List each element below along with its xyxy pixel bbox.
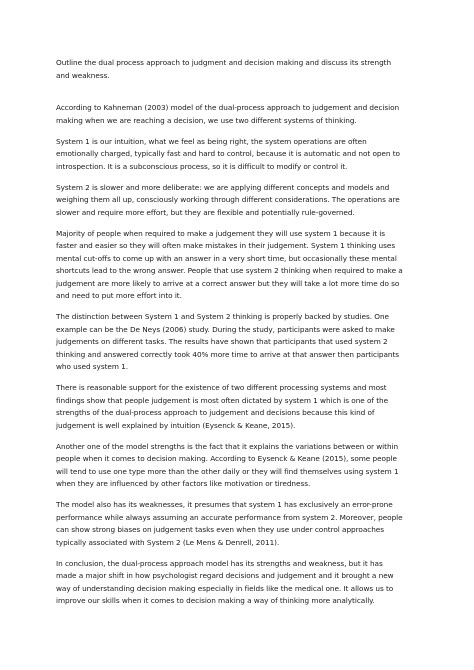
- paragraph-support: There is reasonable support for the existence of two different processing systems and most findings show that people judgement is most often dictated by system 1 which is one of the strengths of the dual-process approach to judgement and decisions because this kind of judgement is well explained by intuition (Eysenck & Keane, 2015).: [56, 383, 389, 430]
- document-title: Outline the dual process approach to judgment and decision making and discuss its strength and weakness.: [56, 58, 392, 80]
- paragraph-system-1: System 1 is our intuition, what we feel as being right, the system operations are often emotionally charged, typically fast and hard to control, because it is automatic and not open to introspection. It is a subconscious process, so it is difficult to modify or control it.: [56, 136, 400, 171]
- paragraph-majority: Majority of people when required to make a judgement they will use system 1 because it is faster and easier so they will often make mistakes in their judgement. System 1 thinking uses mental cut-offs to come up with an answer in a very short time, but occasionally these mental shortcuts lead to the wrong answer. People that use system 2 thinking when required to make a judgement are more likely to arrive at a correct answer but they will take a lot more time do so and need to put more effort into it.: [56, 228, 403, 300]
- paragraph-system-2: System 2 is slower and more deliberate: we are applying different concepts and models and weighing them all up, consciously working through different considerations. The operations are slower and require more effort, but they are flexible and potentially rule-governed.: [56, 182, 400, 217]
- paragraph-weaknesses: The model also has its weaknesses, it presumes that system 1 has exclusively an error-prone performance while always assuming an accurate performance from system 2. Moreover, people can show strong biases on judgement tasks even when they use under control approaches typically associated with System 2 (Le Mens & Denrell, 2011).: [56, 500, 403, 547]
- paragraph-strengths: Another one of the model strengths is the fact that it explains the variations between or within people when it comes to decision making. According to Eysenck & Keane (2015), some people will tend to use one type more than the other daily or they will find themselves using system 1 when they are influenced by other factors like motivation or tiredness.: [56, 441, 399, 488]
- paragraph-intro: According to Kahneman (2003) model of the dual-process approach to judgement and decision making when we are reaching a decision, we use two different systems of thinking.: [56, 103, 400, 125]
- paragraph-conclusion: In conclusion, the dual-process approach model has its strengths and weakness, but it has made a major shift in how psychologist regard decisions and judgement and it brought a new way of understanding decision making especially in fields like the medical one. It allows us to improve our skills when it comes to decision making a way of thinking more analytically.: [56, 558, 394, 605]
- paragraph-distinction: The distinction between System 1 and System 2 thinking is properly backed by studies. One example can be the De Neys (2006) study. During the study, participants were asked to make judgements on different tasks. The results have shown that participants that used system 2 thinking and answered correctly took 40% more time to arrive at that answer then participants who used system 1.: [56, 312, 400, 371]
